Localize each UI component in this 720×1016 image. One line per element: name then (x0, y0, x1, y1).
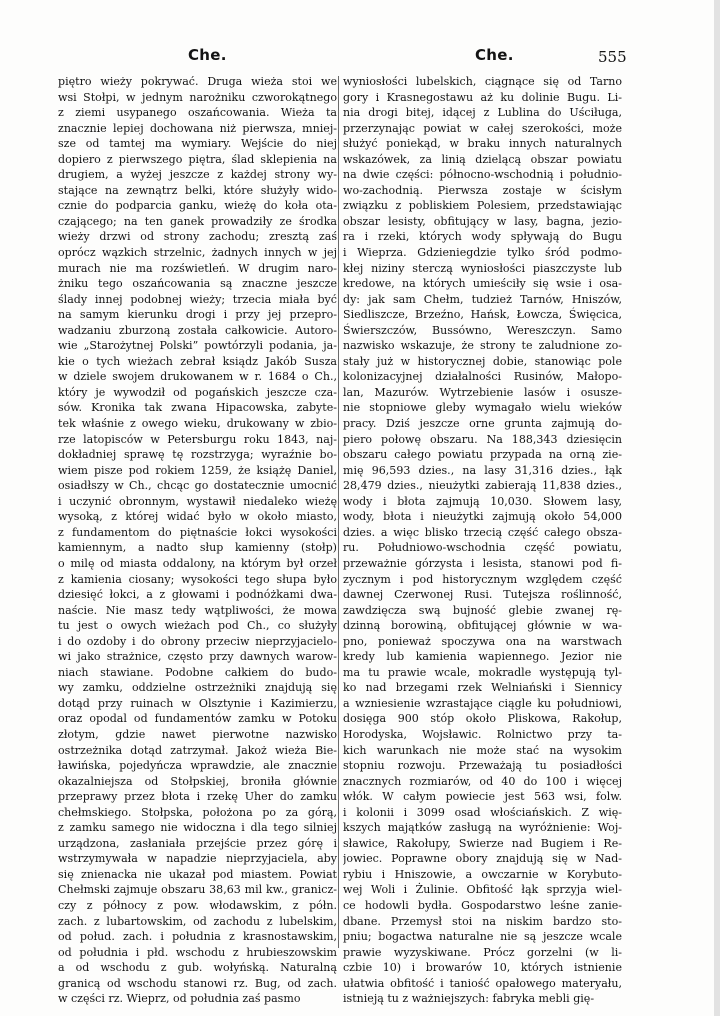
text-line: urządzona, zasłaniała przejście przez górę i (58, 836, 337, 850)
text-line: rybiu i Hniszowie, a owczarnie w Korybuto- (343, 867, 622, 881)
text-line: włók. W całym powiecie jest 563 wsi, folw. (343, 790, 622, 804)
left-text-column (58, 74, 337, 1007)
text-line: kredowe, na których umieściły się wsie i osa- (343, 277, 622, 291)
text-line: przeważnie górzysta i lesista, stanowi pod fi- (343, 556, 622, 570)
text-line: z zamku samego nie widoczna i dla tego silniej (58, 821, 337, 835)
text-line: który je wywodził od pogańskich jeszcze cza- (58, 385, 337, 399)
text-line: od połud. zach. i południa z krasnostawskim, (58, 930, 337, 944)
text-line: mię 96,593 dzies., na lasy 31,316 dzies., łąk (343, 463, 622, 477)
text-line: wy zamku, oddzielne ostrzeżniki znajdują się (58, 681, 337, 695)
text-line: w części rz. Wieprz, od południa zaś pasmo (58, 992, 301, 1006)
text-line: stopniu rozwoju. Przeważają tu posiadłości (343, 759, 622, 773)
text-line: dy: jak sam Chełm, tudzież Tarnów, Hniszów, (343, 292, 622, 306)
text-line: ru. Południowo-wschodnia część powiatu, (343, 541, 622, 555)
text-line: z ziemi usypanego oszańcowania. Wieża ta (58, 106, 337, 120)
text-line: wi jako strażnice, często przy dawnych warow- (58, 650, 337, 664)
text-line: murach nie ma rozświetleń. W drugim naro- (58, 261, 337, 275)
text-line: i kolonii i 3099 osad włościańskich. Z wię- (343, 805, 622, 819)
text-line: dziesięć łokci, a z głowami i podnóżkami dwa- (58, 588, 337, 602)
text-line: wsi Stołpi, w jednym narożniku czworokątnego (58, 90, 337, 104)
text-line: rze latopisców w Petersburgu roku 1843, naj- (58, 432, 337, 446)
text-line: ra i rzeki, których wody spływają do Bugu (343, 230, 622, 244)
text-line: tu jest o owych wieżach pod Ch., co służyły (58, 619, 337, 633)
text-line: dosięga 900 stóp około Pliskowa, Rakołup, (343, 712, 622, 726)
text-line: dbane. Przemysł stoi na niskim bardzo sto- (343, 914, 622, 928)
text-line: okazalniejsza od Stołpskiej, broniła głównie (58, 774, 337, 788)
text-line: nia drogi bitej, idącej z Lublina do Uściługa, (343, 106, 622, 120)
text-line: dawnej Czerwonej Rusi. Tutejsza roślinność, (343, 588, 622, 602)
text-line: stały już w historycznej dobie, stanowiąc pole (343, 354, 622, 368)
text-line: pniu; bogactwa naturalne nie są jeszcze wcale (343, 930, 622, 944)
right-text-column (343, 74, 622, 1007)
text-line: czbie 10) i browarów 10, których istnienie (343, 961, 622, 975)
text-line: dopiero z pierwszego piętra, ślad sklepienia na (58, 152, 337, 166)
text-line: wysoką, z której widać było w około miasto, (58, 510, 337, 524)
text-line: znacznych rozmiarów, od 40 do 100 i więcej (343, 774, 622, 788)
text-line: naście. Nie masz tedy wątpliwości, że mowa (58, 603, 337, 617)
text-line: oprócz wązkich strzelnic, żadnych innych w jej (58, 246, 337, 260)
text-line: nazwisko wskazuje, że strony te zaludnione zo- (343, 339, 622, 353)
text-line: dokładniej sprawę tę rozstrzyga; wyraźnie bo- (58, 448, 337, 462)
text-line: piero połowę obszaru. Na 188,343 dziesięcin (343, 432, 622, 446)
text-line: pracy. Dziś jeszcze orne grunta zajmują do- (343, 417, 622, 431)
running-head-left: Che. (188, 46, 227, 64)
text-line: Horodyska, Wojsławic. Rolnictwo przy ta- (343, 727, 622, 741)
text-line: wody i błota zajmują 10,030. Słowem lasy, (343, 494, 622, 508)
text-line: wo-zachodnią. Pierwsza zostaje w ścisłym (343, 183, 622, 197)
text-line: wieży drzwi od strony zachodu; zresztą zaś (58, 230, 337, 244)
text-line: kredy lub kamienia wapiennego. Jezior nie (343, 650, 622, 664)
text-line: od południa i płd. wschodu z hrubieszowskim (58, 945, 337, 959)
text-line: gory i Krasnegostawu aż ku dolinie Bugu. Li- (343, 90, 622, 104)
text-line: sławice, Rakołupy, Swierze nad Bugiem i Re- (343, 836, 622, 850)
text-line: zawdzięcza swą bujność glebie zwanej rę- (343, 603, 622, 617)
text-line: granicą od wschodu stanowi rz. Bug, od zach. (58, 976, 337, 990)
text-line: ślady innej podobnej wieży; trzecia miała być (58, 292, 337, 306)
text-line: ce hodowli bydła. Gospodarstwo leśne zanie- (343, 898, 622, 912)
text-line: ułatwia obfitość i taniość opałowego materyału, (343, 976, 622, 990)
text-line: czy z północy z pow. włodawskim, z półn. (58, 898, 337, 912)
text-line: prawie wyzyskiwane. Prócz gorzelni (w li- (343, 945, 622, 959)
text-line: chełmskiego. Stołpska, położona po za górą, (58, 805, 337, 819)
text-line: tek właśnie z owego wieku, drukowany w zbio- (58, 417, 337, 431)
text-line: wej Woli i Żulinie. Obfitość łąk sprzyja wiel- (343, 883, 622, 897)
running-head-right: Che. (475, 46, 514, 64)
text-line: z fundamentom do piętnaście łokci wysokości (58, 525, 337, 539)
text-line: wiem pisze pod rokiem 1259, że książę Daniel, (58, 463, 337, 477)
text-line: wstrzymywała w napadzie nieprzyjaciela, aby (58, 852, 337, 866)
text-line: złotym, gdzie nawet pierwotne nazwisko (58, 727, 337, 741)
text-line: w dziele swojem drukowanem w r. 1684 o Ch., (58, 370, 337, 384)
text-line: a wzniesienie wzrastające ciągle ku południowi, (343, 696, 622, 710)
text-line: i do ozdoby i do obrony przeciw nieprzyjacielo- (58, 634, 337, 648)
text-line: wskazówek, za linią dzielącą obszar powiatu (343, 152, 622, 166)
text-line: obszar lesisty, obfitujący w lasy, bagna, jezio- (343, 214, 622, 228)
text-line: związku z pobliskiem Polesiem, przedstawiając (343, 199, 622, 213)
page-number: 555 (598, 48, 627, 66)
text-line: czającego; na ten ganek prowadziły ze środka (58, 214, 337, 228)
text-line: kich warunkach nie może stać na wysokim (343, 743, 622, 757)
text-line: przerzynając powiat w całej szerokości, może (343, 121, 622, 135)
text-line: drugiem, a wyżej jeszcze z każdej strony wy- (58, 168, 337, 182)
text-line: zycznym i pod historycznym względem część (343, 572, 622, 586)
text-line: osiadłszy w Ch., chcąc go dostatecznie umocnić (58, 479, 337, 493)
text-line: niach stawiane. Podobne całkiem do budo- (58, 665, 337, 679)
text-line: na samym kierunku drogi i przy jej przepro- (58, 308, 337, 322)
column-divider (338, 76, 339, 948)
text-line: ma tu prawie wcale, mokradle występują tyl- (343, 665, 622, 679)
text-line: przeprawy przez błota i rzekę Uher do zamku (58, 790, 337, 804)
text-line: o milę od miasta oddalony, na którym był orzeł (58, 556, 337, 570)
text-line: wie „Starożytnej Polski” powtórzyli podania, ja- (58, 339, 337, 353)
text-line: pno, ponieważ spoczywa ona na warstwach (343, 634, 622, 648)
text-line: dzies. a więc blisko trzecią część całego obsza- (343, 525, 622, 539)
text-line: istnieją tu z ważniejszych: fabryka mebli gię- (343, 992, 595, 1006)
text-line: na dwie części: północno-wschodnią i południo- (343, 168, 622, 182)
text-line: kłej niziny sterczą wyniosłości piaszczyste lub (343, 261, 622, 275)
text-line: z kamienia ciosany; wysokości tego słupa było (58, 572, 337, 586)
text-line: znacznie lepiej dochowana niż pierwsza, mniej- (58, 121, 337, 135)
scan-edge (714, 0, 720, 1016)
text-line: ostrzeżnika dotąd zatrzymał. Jakoż wieża Bie- (58, 743, 337, 757)
text-line: kolonizacyjnej działalności Rusinów, Małopo- (343, 370, 622, 384)
text-line: dotąd przy ruinach w Olsztynie i Kazimierzu, (58, 696, 337, 710)
text-line: służyć poniekąd, w braku innych naturalnych (343, 137, 622, 151)
text-line: Chełmski zajmuje obszaru 38,63 mil kw., granicz- (58, 883, 337, 897)
text-line: sów. Kronika tak zwana Hipacowska, zabyte- (58, 401, 337, 415)
text-line: Siedliszcze, Brzeźno, Hańsk, Łowcza, Święcica, (343, 308, 622, 322)
text-line: żniku tego oszańcowania są znaczne jeszcze (58, 277, 337, 291)
text-line: piętro wieży pokrywać. Druga wieża stoi we (58, 75, 337, 88)
text-line: obszaru całego powiatu przypada na orną zie- (343, 448, 622, 462)
text-line: lan, Mazurów. Wytrzebienie lasów i osusze- (343, 385, 622, 399)
text-line: wyniosłości lubelskich, ciągnące się od Tarno (343, 75, 622, 88)
text-line: jowiec. Poprawne obory znajdują się w Nad- (343, 852, 622, 866)
text-line: sze od tamtej ma wymiary. Wejście do niej (58, 137, 337, 151)
text-line: i uczynić obronnym, wystawił niedaleko wieżę (58, 494, 337, 508)
text-line: 28,479 dzies., nieużytki zabierają 11,838 dzies., (343, 479, 622, 493)
text-line: Świerszczów, Bussówno, Wereszczyn. Samo (343, 323, 622, 337)
text-line: ko nad brzegami rzek Welniański i Siennicy (343, 681, 622, 695)
text-line: cznie do podparcia ganku, wieżę do koła ota- (58, 199, 337, 213)
text-line: kamiennym, a nadto słup kamienny (stołp) (58, 541, 337, 555)
text-line: wadzaniu zburzoną została całkowicie. Autoro- (58, 323, 337, 337)
text-line: stające na zewnątrz belki, które służyły wido- (58, 183, 337, 197)
text-line: kszych majątków zasługą na wyróżnienie: Woj- (343, 821, 622, 835)
text-line: wody, błota i nieużytki zajmują około 54,000 (343, 510, 622, 524)
text-line: i Wieprza. Gdzieniegdzie tylko śród podmo- (343, 246, 622, 260)
text-line: dzinną borowiną, obfitującej głównie w wa- (343, 619, 622, 633)
text-line: ławińska, pojedyńcza wprawdzie, ale znacznie (58, 759, 337, 773)
text-line: się znienacka nie ukazał pod miastem. Powiat (58, 867, 337, 881)
text-line: zach. z lubartowskim, od zachodu z lubelskim, (58, 914, 337, 928)
text-line: oraz opodal od fundamentów zamku w Potoku (58, 712, 337, 726)
text-line: nie stopniowe gleby wymagało wielu wieków (343, 401, 622, 415)
text-line: a od wschodu z gub. wołyńską. Naturalną (58, 961, 337, 975)
text-line: kie o tych wieżach zebrał ksiądz Jakób Susza (58, 354, 337, 368)
